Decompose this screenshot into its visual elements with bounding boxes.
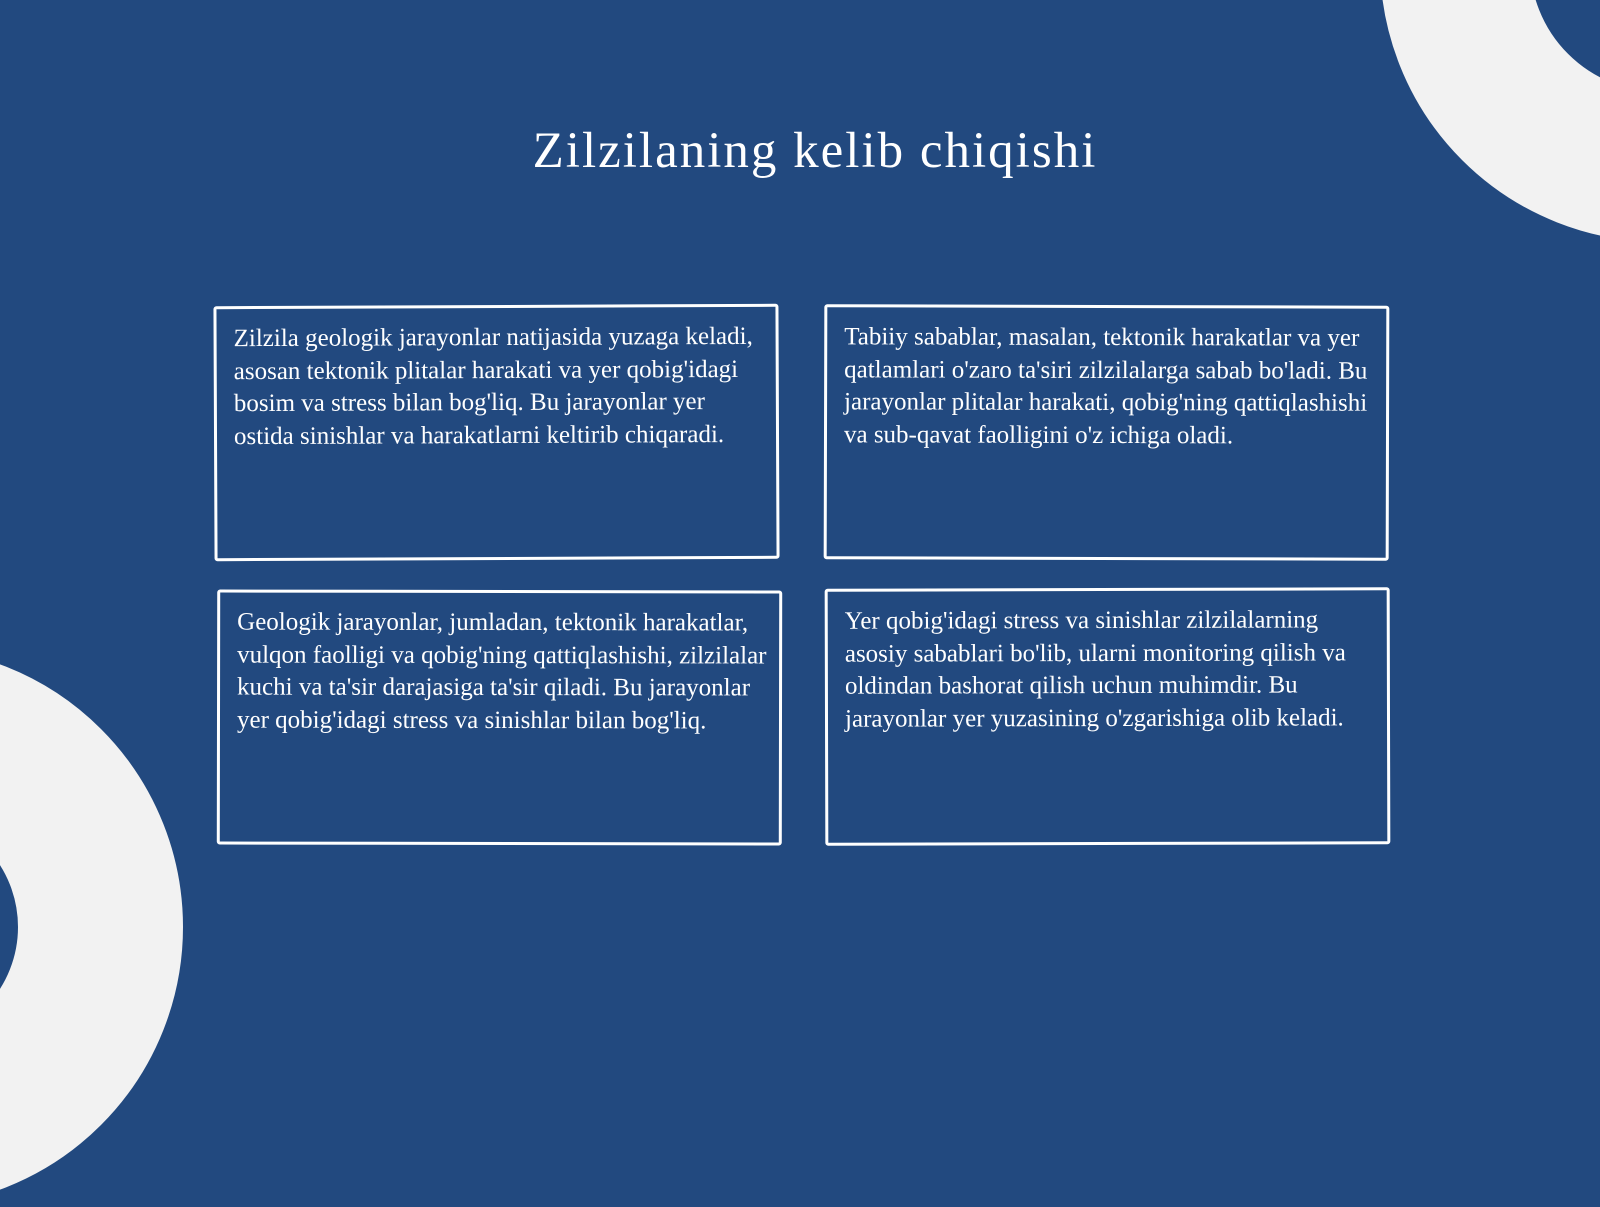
decorative-ring-bottom-left bbox=[0, 647, 183, 1207]
text-card-top-right bbox=[824, 304, 1390, 560]
text-card-bottom-right bbox=[825, 587, 1391, 845]
card-text: Zilzila geologik jarayonlar natijasida yuzaga keladi, asosan tektonik plitalar harakati va yer qobig'idagi bosim va stress bilan bog'liq. Bu jarayonlar yer ostida sinishlar va harakatlarni keltirib chiqaradi. bbox=[233, 322, 753, 450]
decorative-ring-top-right bbox=[1380, 0, 1600, 242]
card-text: Tabiiy sabablar, masalan, tektonik harakatlar va yer qatlamlari o'zaro ta'siri zilzilalarga sabab bo'ladi. Bu jarayonlar plitalar harakati, qobig'ning qattiqlashishi va sub-qavat faolligini o'z ichiga oladi. bbox=[843, 323, 1368, 449]
text-card-bottom-left bbox=[217, 590, 782, 846]
text-card-top-left bbox=[213, 304, 779, 561]
card-text: Yer qobig'idagi stress va sinishlar zilzilalarning asosiy sabablari bo'lib, ularni monitoring qilish va oldindan bashorat qilish uchun muhimdir. Bu jarayonlar yer yuzasining o'zgarishiga olib keladi. bbox=[844, 606, 1346, 733]
card-text: Geologik jarayonlar, jumladan, tektonik harakatlar, vulqon faolligi va qobig'ning qattiqlashishi, zilzilalar kuchi va ta'sir darajasiga ta'sir qiladi. Bu jarayonlar yer qobig'idagi stress va sinishlar bilan bog'liq. bbox=[236, 608, 767, 734]
slide-title: Zilzilaning kelib chiqishi bbox=[532, 123, 1098, 179]
